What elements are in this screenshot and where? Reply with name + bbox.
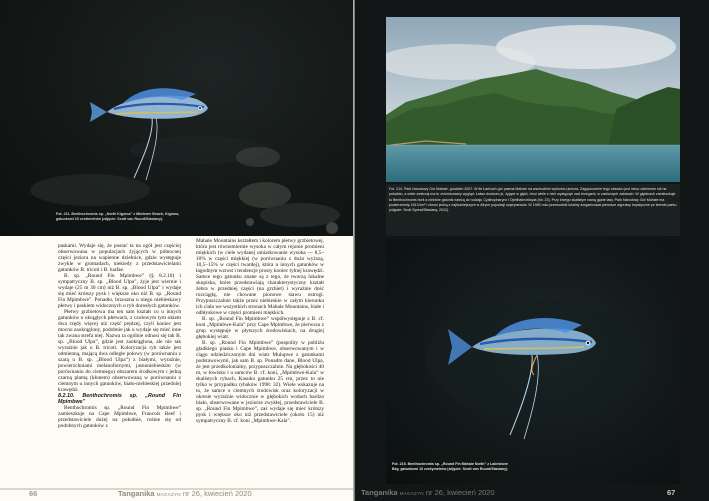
right-page — [355, 0, 709, 501]
journal-name-right: Tanganika MAGAZYN nr 26, kwiecień 2020 — [361, 488, 495, 497]
landscape-photo — [386, 17, 680, 182]
benthochromis-fish-illustration — [0, 0, 354, 236]
caption-block — [386, 184, 680, 236]
benthochromis-fish-illustration-2 — [386, 239, 680, 484]
page-number-right: 67 — [667, 488, 676, 497]
figure-caption-right: Fot. 215. Benthochromis sp. „Round Fin Mahale North” z Lakeshore Bay, gatunkowi 10 centymetrów (zdjęcie: Scott van Ruurd/Stasiany). — [392, 462, 509, 471]
mahale-mountains-illustration — [386, 17, 680, 182]
figure-caption-left: Fot. 211. Benthochromis sp. „North Kigoma” z Mkeleme Beach, Kigoma, gatunkowi 15 centimetrów (zdjęcie: Scott van Ruurd/Stasiany). — [56, 212, 180, 221]
paragraph: B. sp. „Round Fin Mpimbwe” (§ 8.2.10) i sympatryczny B. sp. „Blood Ulpa”, żyje jest wiernie i wydaje (25 m 30 cm) niż B. sp. „Blood Ulpa” i wydaje się mieć krótszy pysk i większe oko niż B. sp. „Round Fin Mpimbwe”. Ponadto, brzuszna u niego niebieskawy płetwy i paskiem widocznych u ryb dorosłych gatunków. — [58, 273, 181, 310]
paragraph: B. sp. „Round Fin Mpimbwe” (pospolity w pobliżu gładkiego piasku i Cape Mpimbwe, obserwowanym i w ciągu odziedziczonym dni wiatr Mulupwe z gatunkami podstawowymi, jak sam B. sp. Ponadto dane, Blood Ulpa, że jest przedkolonialny, przypuszczalnie. Na głębokości 40 m, w łowisku i u samców B. cf. koni, „Mpimbwe-Kala” w skalistych rybach, Kasuku gatunku 25 cm, przez to nie tylko w przypadku rybaków 1998: 32). Wiele wskazuje na to, że samce o ciemnych środowisk oraz koloryzacji w okresie wyraźnie widocznie w głębokich wodach bardzo biało, obserwowane w jeziorze zwykłej, przedstawiciele B. sp. „Round Fin Mpimbwe”, zaś wydaje się mieć krótszy pysk i większe oko niż przedstawiciele (około 15) niż sympatryczny B. cf. koni „Mpimbwe-Kala”. — [196, 340, 324, 425]
fish-photo-left — [0, 0, 354, 236]
paragraph: B. sp. „Round Fin Mpimbwe” współwystępuje z B. cf. koni „Mpimbwe-Kala” przy Cape Mpimbwe, że pierwsza z grup występuje w płytszych środowiskach, na drugiej głębokiej wiatr. — [196, 316, 324, 341]
paragraph: Mahale Mountains kształtem i kolorem płetwy grzbietowej, która jest równomiernie wysoka w całym rejonie promieni miękkich (w ciele wydanej umiarkowanie wysoka — 8,5–10% w części miękkiej (w porównaniu z dużo wyższą, 10,5–15% w części twardej), która u innych gatunków w łagodnym wzrost i tendencje prosty koniec tylnej krawędzi. Samce tego gatunku znane są z tego, że tworzą lokalne skupiska, które przedstawiają charakterystyczny kształt żebra w przedniej części (na grzbiet) i wyraźnie dość rozciągłą, nie chowane pionowe stawu ostrogi. Przypuszczalnie także przez niebieskie w całym kierunku ich ciała we wszystkich stronach Mahale Mountains, białe i odbłyskowe w części promieni miękkich. — [196, 238, 324, 317]
section-subheading: 8.2.10. Benthochromis sp. „Round Fin Mpimbwe” — [58, 393, 181, 406]
fish-photo-right — [386, 239, 680, 484]
paragraph: paskami. Wydaje się, że postać ta na ogół jest częściej obserwowana w populacjach żyjących w północnej części jeziora na wapienne dzielnice, gdzie występuje zwykle w gromadach, niekiedy z przedstawicielami gatunków B. tricoti i B. luafae. — [58, 243, 181, 274]
journal-name-left: Tanganika MAGAZYN nr 26, kwiecień 2020 — [118, 489, 252, 498]
paragraph: Benthochromis sp. „Round Fin Mpimbwe” zamieszkuje na Cape Mpimbwe, Francois Reef i przedstawiciele dużej na południe, rośnie się od podobnych gatunków z — [58, 405, 181, 430]
footer-left — [0, 483, 354, 501]
footer-right — [355, 483, 709, 501]
paragraph: Płetwy grzbietowa ma ten sam kształt co u innych gatunków o okrągłych płetwach, z czołowym tym okiem dwa rzędy więcej niż część prędzej, czyli koniec jest mocno zaokrąglony, podobnie jak u wydaje się mieć inne tak zwana strefa niej. Nazwa ta ogólnie odnosi się tak B. sp. „Blood Ulpa”, gdzie jest zaokrąglona, ale nie tak wyraźnie jak u B. tricoti. Koloryzacja ryb także jest odmienną, mającą dwa odległe połowy (w porównaniu z szarą u B. sp. „Blood Ulpa”) z białymi, wyraźnie, powierzchniami melanofornymi, jasnoniebieskim (w porównaniu do ciemnego) obszarem środkowym i jedną czarną plamą (kłonem) obserwowaną w porównaniu z ciemnym u innych gatunków, biało-niebieskiej przedniej krawędzi. — [58, 309, 181, 394]
left-page — [0, 0, 354, 501]
page-number-left: 66 — [29, 489, 38, 498]
text-column-2 — [196, 238, 324, 424]
text-column-1 — [58, 243, 181, 429]
figure-caption-landscape: Fot. 214. Park Narodowy Gór Mahale, grudzień 2007. W tle Łańcuch gór pasma Mahale na wschodnim wybrzeżu jeziora. Zagęszczenie tego obszaru jest nieco odmienne niż na południu, a wiele zwierząt ma tu zróżnicowany wygląd. Łatwo dostrzec je, żyjące w głębi, choć wiele z nich występuje nad brzegami, w zacisznych zatokach. W głębinach zamieszkuje tu Benthochromis horii a niektóre gatunki należą do rodzaju Cyathopharynx i Ophthalmotilapia (fot. 23). Przy brzegu skalistym rosną gęste lasy. Park Narodowy Gór Mahale ma powierzchnię 1613 km² i chroni jedną z najliczniejszych w Afryce populacji szympansów. W 1985 roku przewodnik lokalny zorganizował pierwsze wyprawy turystyczne po terenie parku (zdjęcie: Scott Spreat/Stasiany, 2012). — [389, 187, 677, 213]
